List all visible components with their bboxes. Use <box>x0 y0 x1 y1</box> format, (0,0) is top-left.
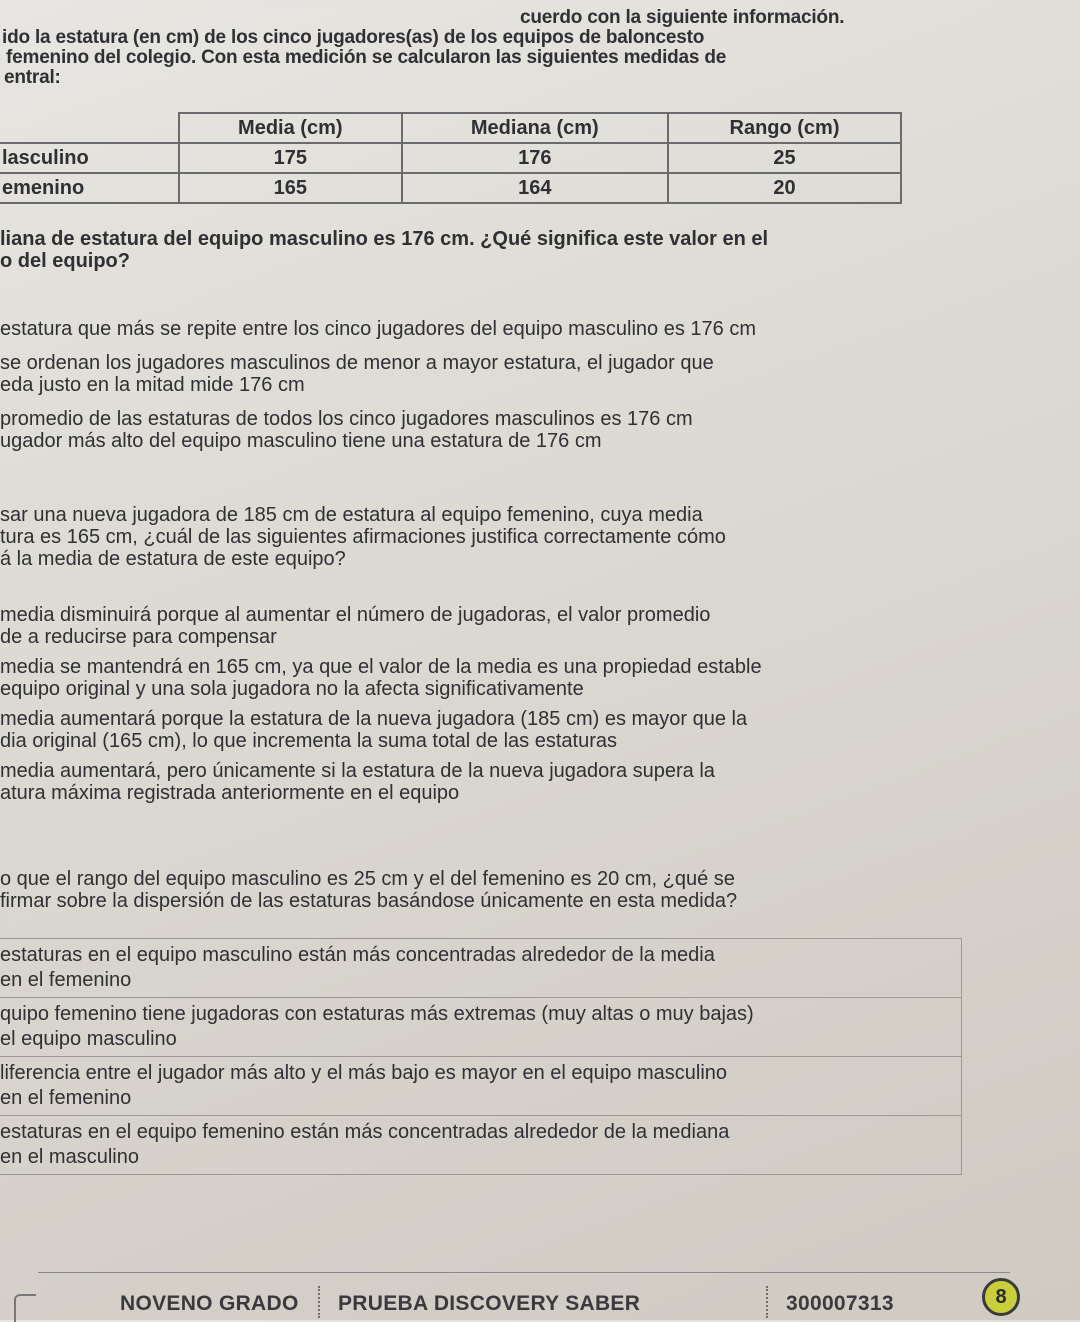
q3-option-b-line-1: quipo femenino tiene jugadoras con estaturas más extremas (muy altas o muy bajas) <box>0 1003 754 1025</box>
table-header-row <box>0 113 901 143</box>
table-corner-cell <box>0 113 179 143</box>
question-2-stem <box>0 504 726 570</box>
cell-mediana-masculino: 176 <box>402 143 668 173</box>
question-1-options <box>0 318 756 452</box>
cell-mediana-femenino: 164 <box>402 173 668 203</box>
intro-text <box>0 8 1060 88</box>
header-media: Media (cm) <box>179 113 402 143</box>
q3-option-d[interactable] <box>0 1116 962 1175</box>
q3-option-d-line-1: estaturas en el equipo femenino están más concentradas alrededor de la mediana <box>0 1121 730 1143</box>
intro-line-4: entral: <box>4 67 61 88</box>
question-3-options <box>0 938 962 1175</box>
footer-exam-code: 300007313 <box>786 1292 894 1315</box>
q3-option-a-line-1: estaturas en el equipo masculino están más concentradas alrededor de la media <box>0 944 715 966</box>
question-3-line-1: o que el rango del equipo masculino es 25 cm y el del femenino es 20 cm, ¿qué se <box>0 868 735 890</box>
q2-option-c-line-2[interactable]: dia original (165 cm), lo que incrementa la suma total de las estaturas <box>0 730 617 752</box>
q2-option-b-line-2[interactable]: equipo original y una sola jugadora no la afecta significativamente <box>0 678 584 700</box>
footer-rule <box>38 1272 1010 1273</box>
intro-line-2: ido la estatura (en cm) de los cinco jugadores(as) de los equipos de baloncesto <box>2 27 705 48</box>
q2-option-b-line-1[interactable]: media se mantendrá en 165 cm, ya que el valor de la media es una propiedad estable <box>0 656 762 678</box>
intro-line-3: femenino del colegio. Con esta medición se calcularon las siguientes medidas de <box>6 47 727 68</box>
footer-separator <box>766 1286 768 1318</box>
q3-option-d-line-2: en el masculino <box>0 1146 139 1168</box>
question-2-options <box>0 604 762 804</box>
question-1-line-1: liana de estatura del equipo masculino es 176 cm. ¿Qué significa este valor en el <box>0 228 769 250</box>
q2-option-a-line-1[interactable]: media disminuirá porque al aumentar el número de jugadoras, el valor promedio <box>0 604 711 626</box>
q2-option-a-line-2[interactable]: de a reducirse para compensar <box>0 626 277 648</box>
q3-option-a[interactable] <box>0 938 962 998</box>
q3-option-c[interactable] <box>0 1057 962 1116</box>
q1-option-c[interactable]: promedio de las estaturas de todos los cinco jugadores masculinos es 176 cm <box>0 408 693 430</box>
question-2-line-2: tura es 165 cm, ¿cuál de las siguientes afirmaciones justifica correctamente cómo <box>0 526 726 548</box>
row-label-femenino: emenino <box>0 173 179 203</box>
q1-option-a[interactable]: estatura que más se repite entre los cinco jugadores del equipo masculino es 176 cm <box>0 318 756 340</box>
row-label-masculino: lasculino <box>0 143 179 173</box>
header-rango: Rango (cm) <box>668 113 901 143</box>
question-1-stem <box>0 228 768 272</box>
intro-line-1: cuerdo con la siguiente información. <box>520 7 845 28</box>
page-number-badge: 8 <box>982 1278 1020 1316</box>
cell-rango-masculino: 25 <box>668 143 901 173</box>
question-3-stem <box>0 868 737 912</box>
q3-option-c-line-2: en el femenino <box>0 1087 132 1109</box>
question-2-line-3: á la media de estatura de este equipo? <box>0 548 346 570</box>
question-1-line-2: o del equipo? <box>0 250 130 272</box>
statistics-table <box>0 112 902 204</box>
cell-rango-femenino: 20 <box>668 173 901 203</box>
footer-separator <box>318 1286 320 1318</box>
q1-option-b-line-1[interactable]: se ordenan los jugadores masculinos de menor a mayor estatura, el jugador que <box>0 352 714 374</box>
q1-option-d[interactable]: ugador más alto del equipo masculino tiene una estatura de 176 cm <box>0 430 602 452</box>
table-row <box>0 143 901 173</box>
q1-option-b-line-2[interactable]: eda justo en la mitad mide 176 cm <box>0 374 305 396</box>
q3-option-c-line-1: liferencia entre el jugador más alto y el más bajo es mayor en el equipo masculino <box>0 1062 728 1084</box>
header-mediana: Mediana (cm) <box>402 113 668 143</box>
q3-option-b-line-2: el equipo masculino <box>0 1028 177 1050</box>
q3-option-a-line-2: en el femenino <box>0 969 132 991</box>
footer-exam-name: PRUEBA DISCOVERY SABER <box>338 1292 641 1315</box>
cell-media-femenino: 165 <box>179 173 402 203</box>
q2-option-d-line-2[interactable]: atura máxima registrada anteriormente en el equipo <box>0 782 460 804</box>
page-footer <box>0 1268 1080 1320</box>
q2-option-d-line-1[interactable]: media aumentará, pero únicamente si la estatura de la nueva jugadora supera la <box>0 760 715 782</box>
question-3-line-2: firmar sobre la dispersión de las estaturas basándose únicamente en esta medida? <box>0 890 738 912</box>
cell-media-masculino: 175 <box>179 143 402 173</box>
table-row <box>0 173 901 203</box>
footer-corner-tab <box>14 1294 36 1322</box>
footer-grade: NOVENO GRADO <box>120 1292 299 1315</box>
q2-option-c-line-1[interactable]: media aumentará porque la estatura de la nueva jugadora (185 cm) es mayor que la <box>0 708 748 730</box>
question-2-line-1: sar una nueva jugadora de 185 cm de estatura al equipo femenino, cuya media <box>0 504 703 526</box>
q3-option-b[interactable] <box>0 998 962 1057</box>
